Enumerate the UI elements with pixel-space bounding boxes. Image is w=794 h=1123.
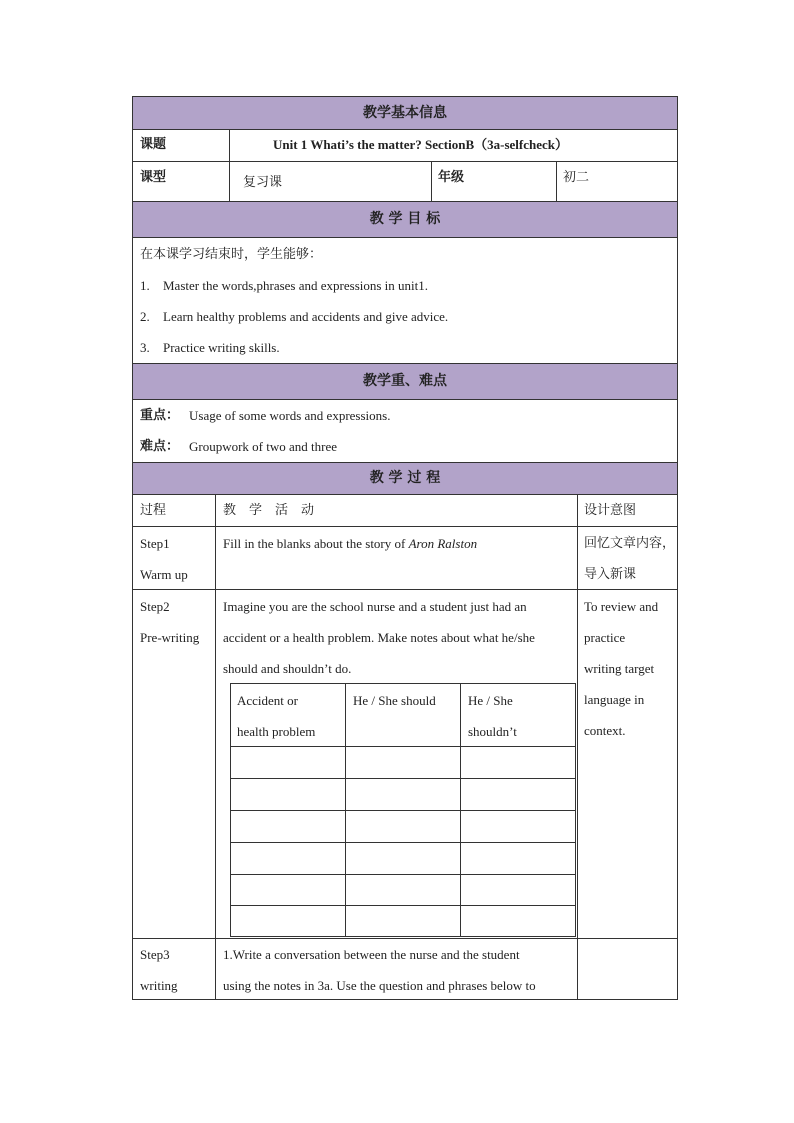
notes-row-line [231, 746, 575, 747]
step1-intent-2: 导入新课 [584, 567, 637, 582]
col-header-activity: 教 学 活 动 [223, 503, 315, 518]
type-divider-1 [229, 161, 230, 201]
process-header [133, 462, 677, 494]
objective-text-2: Learn healthy problems and accidents and give advice. [163, 309, 449, 324]
process-title: 教 学 过 程 [369, 470, 441, 486]
type-value: 复习课 [243, 175, 283, 190]
step2-name-1: Step2 [140, 599, 170, 614]
keypoints-header [133, 363, 677, 399]
objectives-content [133, 237, 677, 363]
notes-row-line [231, 905, 575, 906]
basic-info-title: 教学基本信息 [363, 105, 447, 121]
objective-num-1: 1. [140, 278, 150, 293]
topic-label: 课题 [140, 137, 167, 152]
type-divider-2 [431, 161, 432, 201]
type-divider-3 [556, 161, 557, 201]
notes-row-line [231, 778, 575, 779]
objectives-title: 教 学 目 标 [369, 211, 441, 227]
notes-table [230, 683, 576, 937]
topic-row [133, 129, 677, 161]
step2-activity-3: should and shouldn’t do. [223, 661, 352, 676]
step3-name-1: Step3 [140, 947, 170, 962]
objectives-intro: 在本课学习结束时，学生能够： [140, 247, 323, 262]
notes-col3-line2: shouldn’t [468, 724, 517, 739]
keypoints-content [133, 399, 677, 462]
objective-text-1: Master the words,phrases and expressions in unit1. [163, 278, 429, 293]
basic-info-header [133, 97, 677, 129]
step3-activity-2: using the notes in 3a. Use the question and phrases below to [223, 978, 536, 993]
notes-row-line [231, 874, 575, 875]
step1-intent-1: 回忆文章内容， [584, 536, 676, 551]
notes-col3-line1: He / She [468, 693, 513, 708]
difficulty-text: Groupwork of two and three [189, 439, 338, 454]
step1-activity-text: Fill in the blanks about the story of [223, 536, 409, 551]
lesson-plan-table [132, 96, 678, 1000]
objectives-header [133, 201, 677, 237]
topic-value: Unit 1 Whati’s the matter? SectionB（3a-selfcheck） [273, 137, 568, 152]
focus-text: Usage of some words and expressions. [189, 408, 391, 423]
notes-col1-line1: Accident or [237, 693, 299, 708]
keypoints-title: 教学重、难点 [363, 373, 447, 389]
step2-activity-1: Imagine you are the school nurse and a student just had an [223, 599, 527, 614]
grade-value: 初二 [563, 170, 590, 185]
topic-divider [229, 129, 230, 161]
notes-col1-line2: health problem [237, 724, 316, 739]
step2-intent-2: practice [584, 630, 626, 645]
step1-name-1: Step1 [140, 536, 170, 551]
step2-intent-3: writing target [584, 661, 655, 676]
step2-activity-2: accident or a health problem. Make notes about what he/she [223, 630, 535, 645]
step2-intent-5: context. [584, 723, 626, 738]
col-header-intent: 设计意图 [584, 503, 637, 518]
difficulty-label: 难点： [140, 439, 180, 454]
step2-intent-4: language in [584, 692, 645, 707]
grade-label: 年级 [438, 170, 465, 185]
step2-intent-1: To review and [584, 599, 659, 614]
objective-num-3: 3. [140, 340, 150, 355]
process-divider-1 [215, 494, 216, 1000]
step1-activity [223, 536, 477, 552]
focus-label: 重点： [140, 408, 180, 423]
notes-row-line [231, 810, 575, 811]
col-header-step: 过程 [140, 503, 167, 518]
notes-row-line [231, 842, 575, 843]
step1-name-2: Warm up [140, 567, 188, 582]
process-divider-2 [577, 494, 578, 1000]
notes-col2-line1: He / She should [353, 693, 436, 708]
objective-num-2: 2. [140, 309, 150, 324]
objective-text-3: Practice writing skills. [163, 340, 280, 355]
step2-name-2: Pre-writing [140, 630, 200, 645]
type-label: 课型 [140, 170, 167, 185]
step3-activity-1: 1.Write a conversation between the nurse and the student [223, 947, 520, 962]
step1-activity-name: Aron Ralston [408, 536, 478, 551]
type-row [133, 161, 677, 201]
step3-name-2: writing [140, 978, 178, 993]
